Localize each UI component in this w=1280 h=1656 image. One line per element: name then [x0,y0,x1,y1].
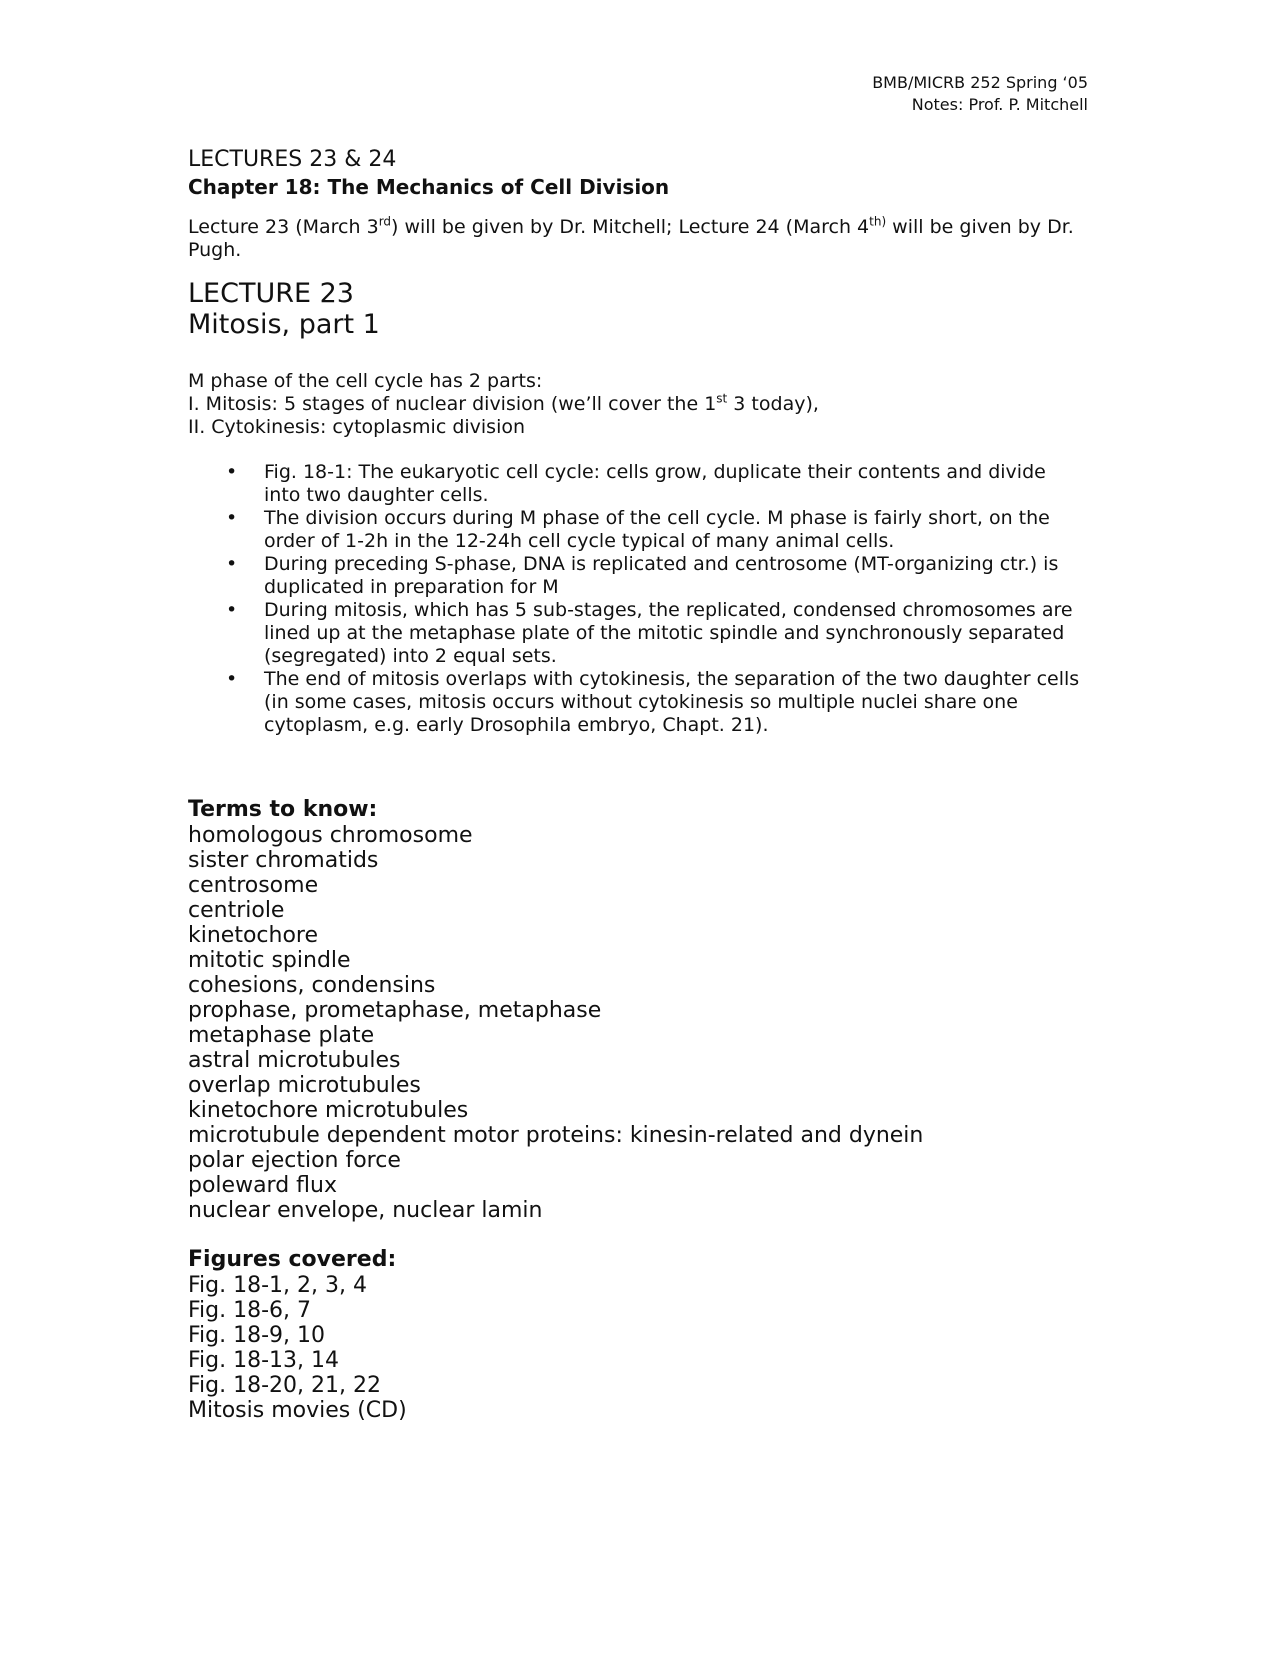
mphase-line-3: II. Cytokinesis: cytoplasmic division [188,416,526,438]
lecture-heading [188,278,1088,340]
terms-heading: Terms to know: [188,797,378,822]
intro-paragraph [188,216,1088,262]
bullet-icon: • [226,461,238,483]
bullet-text: During preceding S-phase, DNA is replicated and centrosome (MT-organizing ctr.) is duplicated in preparation for M [264,553,1059,598]
term-item: microtubule dependent motor proteins: kinesin-related and dynein [188,1123,924,1148]
intro-text-3: will be given by Dr. Pugh. [188,216,1074,261]
figure-item: Fig. 18-1, 2, 3, 4 [188,1273,367,1298]
mphase-line-2-text-b: 3 today), [727,393,819,415]
term-item: nuclear envelope, nuclear lamin [188,1198,543,1223]
mphase-line-2-sup: st [716,391,728,406]
term-item: homologous chromosome [188,823,473,848]
lectures-title: LECTURES 23 & 24 [188,147,397,172]
bullet-text: During mitosis, which has 5 sub-stages, the replicated, condensed chromosomes are lined up at the metaphase plate of the mitotic spindle and synchronously separated (segregated) into 2 equal sets. [264,599,1073,667]
intro-sup-2: th) [869,214,887,229]
term-item: kinetochore microtubules [188,1098,469,1123]
term-item: cohesions, condensins [188,973,436,998]
lecture-subtitle: Mitosis, part 1 [188,309,380,340]
term-item: prophase, prometaphase, metaphase [188,998,602,1023]
term-item: centrosome [188,873,319,898]
lecture-number: LECTURE 23 [188,278,354,309]
figure-item: Fig. 18-20, 21, 22 [188,1373,382,1398]
terms-list [188,823,1088,1223]
list-item [188,461,1088,507]
mphase-line-2 [188,393,1088,416]
term-item: overlap microtubules [188,1073,421,1098]
term-item: centriole [188,898,285,923]
figures-list [188,1273,1088,1423]
list-item [188,599,1088,668]
mphase-summary [188,370,1088,439]
intro-text-1: Lecture 23 (March 3 [188,216,379,238]
bullet-icon: • [226,553,238,575]
term-item: kinetochore [188,923,319,948]
bullet-icon: • [226,507,238,529]
list-item [188,507,1088,553]
course-label: BMB/MICRB 252 Spring ‘05 [872,73,1088,92]
bullet-icon: • [226,599,238,621]
term-item: metaphase plate [188,1023,375,1048]
figure-item: Fig. 18-6, 7 [188,1298,312,1323]
bullet-text: Fig. 18-1: The eukaryotic cell cycle: cells grow, duplicate their contents and divide into two daughter cells. [264,461,1046,506]
figure-item: Mitosis movies (CD) [188,1398,407,1423]
mphase-line-2-text-a: I. Mitosis: 5 stages of nuclear division (we’ll cover the 1 [188,393,717,415]
intro-text-2: ) will be given by Dr. Mitchell; Lecture 24 (March 4 [391,216,870,238]
bullet-icon: • [226,668,238,690]
term-item: poleward flux [188,1173,337,1198]
bullet-text: The division occurs during M phase of the cell cycle. M phase is fairly short, on the order of 1-2h in the 12-24h cell cycle typical of many animal cells. [264,507,1050,552]
bullet-text: The end of mitosis overlaps with cytokinesis, the separation of the two daughter cells (in some cases, mitosis occurs without cytokinesis so multiple nuclei share one cytoplasm, e.g. early Drosophila embryo, Chapt. 21). [264,668,1080,736]
chapter-title: Chapter 18: The Mechanics of Cell Division [188,175,670,199]
bullet-list [188,461,1088,737]
notes-author: Notes: Prof. P. Mitchell [911,95,1088,114]
list-item [188,668,1088,737]
mphase-line-1: M phase of the cell cycle has 2 parts: [188,370,543,392]
intro-sup-1: rd [378,214,392,229]
term-item: mitotic spindle [188,948,351,973]
term-item: polar ejection force [188,1148,401,1173]
page-header [872,72,1088,116]
figure-item: Fig. 18-9, 10 [188,1323,326,1348]
term-item: astral microtubules [188,1048,401,1073]
list-item [188,553,1088,599]
term-item: sister chromatids [188,848,379,873]
figures-heading: Figures covered: [188,1247,397,1272]
document-body [188,146,1088,1423]
figure-item: Fig. 18-13, 14 [188,1348,340,1373]
